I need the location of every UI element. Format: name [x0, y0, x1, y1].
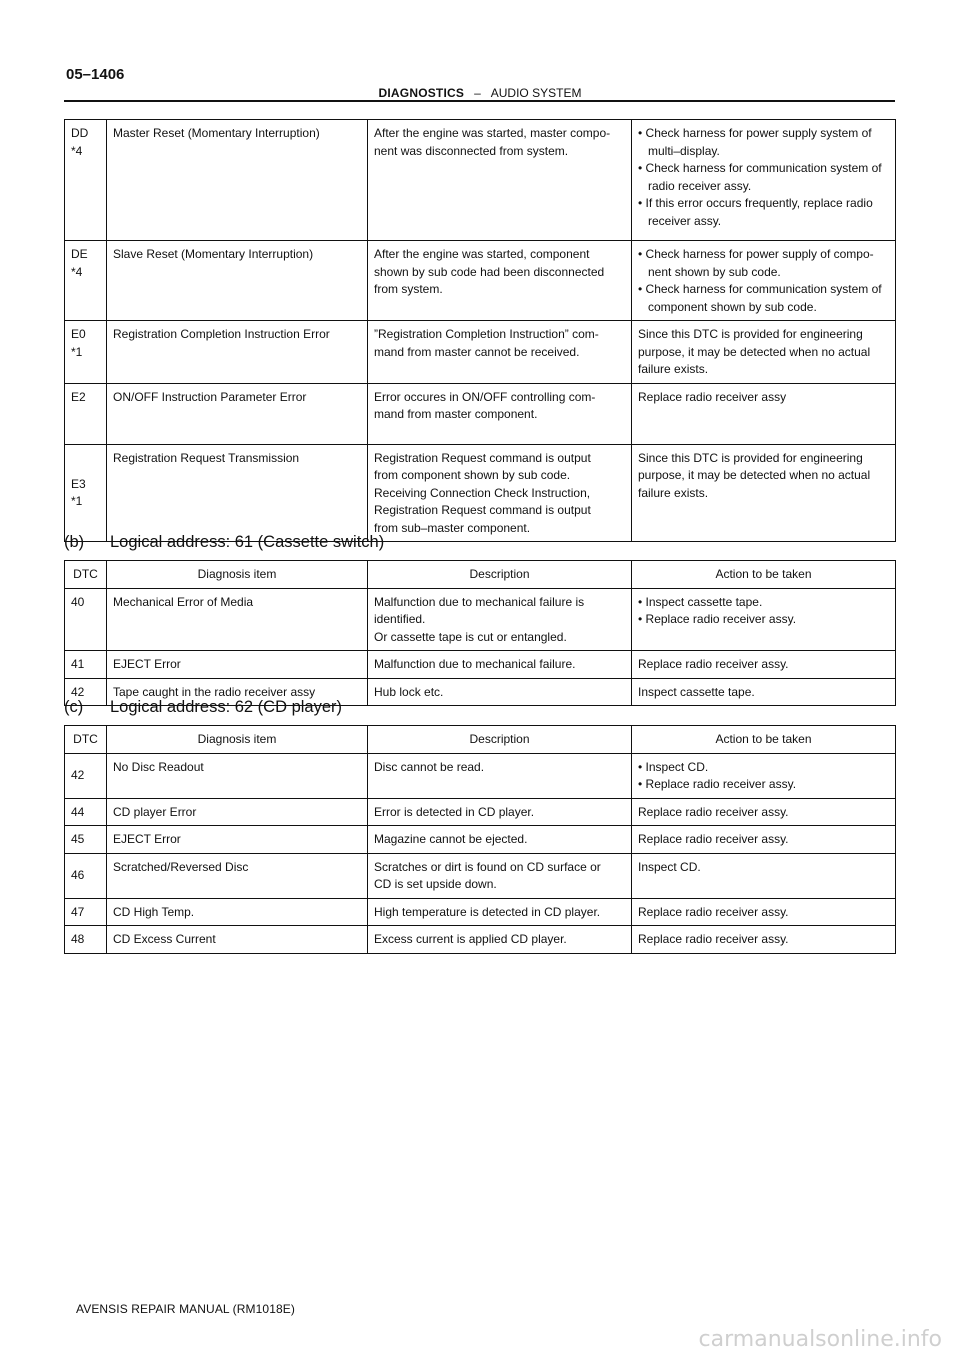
description: ”Registration Completion Instruction” com- mand from master cannot be received.	[368, 321, 632, 384]
table-row	[65, 588, 896, 651]
table-row	[65, 444, 896, 542]
table-row	[65, 926, 896, 954]
column-header-description: Description	[368, 561, 632, 589]
description: Scratches or dirt is found on CD surface or CD is set upside down.	[368, 853, 632, 898]
diagnosis-item: CD High Temp.	[107, 898, 368, 926]
table-row	[65, 753, 896, 798]
dtc-code: 42	[65, 753, 107, 798]
table-header-row	[65, 561, 896, 589]
description: Error occures in ON/OFF controlling com- mand from master component.	[368, 383, 632, 444]
page-number: 05–1406	[66, 66, 125, 83]
table-row	[65, 241, 896, 321]
dtc-code: 42	[65, 678, 107, 706]
description: Malfunction due to mechanical failure.	[368, 651, 632, 679]
dtc-code: 48	[65, 926, 107, 954]
section-c-heading: (c) Logical address: 62 (CD player)	[64, 698, 343, 716]
diagnosis-item: CD player Error	[107, 798, 368, 826]
description: Hub lock etc.	[368, 678, 632, 706]
description: Magazine cannot be ejected.	[368, 826, 632, 854]
action: Replace radio receiver assy.	[632, 826, 896, 854]
action: Replace radio receiver assy.	[632, 651, 896, 679]
column-header-dtc: DTC	[65, 726, 107, 754]
action: Replace radio receiver assy	[632, 383, 896, 444]
dtc-code: 44	[65, 798, 107, 826]
description: Registration Request command is output from component shown by sub code. Receiving Connection Check Instruction, Registration Request command is output from sub–master component.	[368, 444, 632, 542]
diagnosis-item: CD Excess Current	[107, 926, 368, 954]
dtc-code: 40	[65, 588, 107, 651]
column-header-item: Diagnosis item	[107, 561, 368, 589]
description: Malfunction due to mechanical failure is identified. Or cassette tape is cut or entangled.	[368, 588, 632, 651]
description: After the engine was started, component shown by sub code had been disconnected from system.	[368, 241, 632, 321]
action: Inspect CD.	[632, 853, 896, 898]
column-header-dtc: DTC	[65, 561, 107, 589]
action: • Check harness for power supply of compo- nent shown by sub code. • Check harness for communication system of component shown by sub code.	[632, 241, 896, 321]
table-row	[65, 798, 896, 826]
footer: AVENSIS REPAIR MANUAL (RM1018E)	[76, 1302, 295, 1316]
description: Excess current is applied CD player.	[368, 926, 632, 954]
table-row	[65, 853, 896, 898]
header-subsection: AUDIO SYSTEM	[490, 86, 582, 100]
dtc-code: E2	[65, 383, 107, 444]
action: Since this DTC is provided for engineering purpose, it may be detected when no actual failure exists.	[632, 321, 896, 384]
column-header-action: Action to be taken	[632, 726, 896, 754]
table-row	[65, 383, 896, 444]
action: • Inspect cassette tape. • Replace radio receiver assy.	[632, 588, 896, 651]
column-header-description: Description	[368, 726, 632, 754]
table-header-row	[65, 726, 896, 754]
diagnosis-item: ON/OFF Instruction Parameter Error	[107, 383, 368, 444]
diagnosis-item: Registration Completion Instruction Error	[107, 321, 368, 384]
dtc-code: DE *4	[65, 241, 107, 321]
diagnosis-item: Mechanical Error of Media	[107, 588, 368, 651]
diagnosis-item: EJECT Error	[107, 826, 368, 854]
table-row	[65, 826, 896, 854]
dtc-code: 46	[65, 853, 107, 898]
column-header-item: Diagnosis item	[107, 726, 368, 754]
action: Replace radio receiver assy.	[632, 926, 896, 954]
dtc-table-a	[64, 119, 896, 542]
dtc-code: E3 *1	[65, 444, 107, 542]
diagnosis-item: Slave Reset (Momentary Interruption)	[107, 241, 368, 321]
dtc-code: 45	[65, 826, 107, 854]
table-row	[65, 651, 896, 679]
description: High temperature is detected in CD player.	[368, 898, 632, 926]
dtc-code: DD *4	[65, 120, 107, 241]
action: Replace radio receiver assy.	[632, 898, 896, 926]
action: • Check harness for power supply system of multi–display. • Check harness for communication system of radio receiver assy. • If this error occurs frequently, replace radio receiver assy.	[632, 120, 896, 241]
action: Since this DTC is provided for engineering purpose, it may be detected when no actual failure exists.	[632, 444, 896, 542]
description: Disc cannot be read.	[368, 753, 632, 798]
diagnosis-item: No Disc Readout	[107, 753, 368, 798]
watermark: carmanualsonline.info	[698, 1327, 942, 1352]
description: Error is detected in CD player.	[368, 798, 632, 826]
table-row	[65, 898, 896, 926]
dtc-code: E0 *1	[65, 321, 107, 384]
action: Inspect cassette tape.	[632, 678, 896, 706]
diagnosis-item: EJECT Error	[107, 651, 368, 679]
header-section: DIAGNOSTICS	[378, 86, 465, 100]
diagnosis-item: Tape caught in the radio receiver assy	[107, 678, 368, 706]
dtc-code: 41	[65, 651, 107, 679]
header-rule	[64, 100, 895, 102]
table-row	[65, 120, 896, 241]
description: After the engine was started, master compo- nent was disconnected from system.	[368, 120, 632, 241]
header-separator: –	[474, 86, 481, 100]
dtc-table-b	[64, 560, 896, 706]
diagnosis-item: Scratched/Reversed Disc	[107, 853, 368, 898]
diagnosis-item: Master Reset (Momentary Interruption)	[107, 120, 368, 241]
page-header	[0, 86, 960, 100]
diagnosis-item: Registration Request Transmission	[107, 444, 368, 542]
section-b-heading: (b) Logical address: 61 (Cassette switch)	[64, 533, 385, 551]
table-row	[65, 321, 896, 384]
action: Replace radio receiver assy.	[632, 798, 896, 826]
dtc-code: 47	[65, 898, 107, 926]
action: • Inspect CD. • Replace radio receiver assy.	[632, 753, 896, 798]
dtc-table-c	[64, 725, 896, 954]
column-header-action: Action to be taken	[632, 561, 896, 589]
